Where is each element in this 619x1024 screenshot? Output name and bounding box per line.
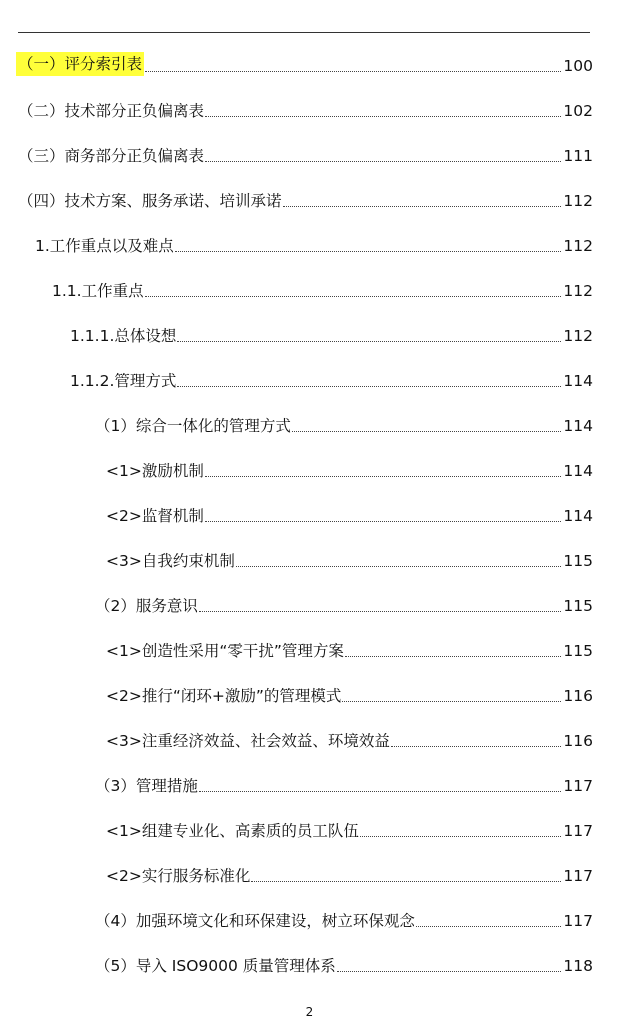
toc-entry-title: <1>组建专业化、高素质的员工队伍 <box>106 822 359 840</box>
toc-entry[interactable] <box>106 813 593 841</box>
toc-entry-page: 112 <box>563 192 593 210</box>
toc-dot-leader <box>177 386 561 387</box>
toc-entry-page: 112 <box>563 282 593 300</box>
toc-entry[interactable] <box>18 93 593 121</box>
toc-dot-leader <box>177 341 561 342</box>
toc-dot-leader <box>360 836 562 837</box>
toc-entry[interactable] <box>106 543 593 571</box>
toc-entry-title: （三）商务部分正负偏离表 <box>18 147 205 165</box>
toc-dot-leader <box>199 611 562 612</box>
toc-entry-title: （二）技术部分正负偏离表 <box>18 102 205 120</box>
toc-entry-page: 116 <box>563 687 593 705</box>
toc-entry[interactable] <box>106 633 593 661</box>
toc-dot-leader <box>337 971 562 972</box>
toc-entry[interactable] <box>106 723 593 751</box>
toc-entry-title: <3>注重经济效益、社会效益、环境效益 <box>106 732 390 750</box>
toc-entry[interactable] <box>106 498 593 526</box>
toc-dot-leader <box>145 71 561 72</box>
toc-entry[interactable] <box>95 903 593 931</box>
toc-entry-page: 112 <box>563 327 593 345</box>
toc-entry-title: <1>创造性采用“零干扰”管理方案 <box>106 642 344 660</box>
toc-entry-title: （1）综合一体化的管理方式 <box>95 417 291 435</box>
toc-entry-page: 117 <box>563 822 593 840</box>
toc-dot-leader <box>416 926 562 927</box>
toc-entry-title: （5）导入 ISO9000 质量管理体系 <box>95 957 336 975</box>
toc-entry-title: <3>自我约束机制 <box>106 552 235 570</box>
toc-dot-leader <box>205 476 562 477</box>
toc-entry-page: 111 <box>563 147 593 165</box>
toc-entry-page: 100 <box>563 57 593 75</box>
toc-entry[interactable] <box>106 858 593 886</box>
toc-entry-page: 114 <box>563 372 593 390</box>
toc-entry[interactable] <box>70 363 593 391</box>
toc-entry-page: 118 <box>563 957 593 975</box>
toc-entry[interactable] <box>95 588 593 616</box>
toc-entry-page: 114 <box>563 507 593 525</box>
toc-dot-leader <box>251 881 561 882</box>
toc-entry-page: 115 <box>563 552 593 570</box>
toc-entry[interactable] <box>70 318 593 346</box>
toc-entry-page: 102 <box>563 102 593 120</box>
toc-dot-leader <box>342 701 561 702</box>
toc-entry-title: （2）服务意识 <box>95 597 198 615</box>
toc-dot-leader <box>236 566 562 567</box>
toc-entry-title: <2>实行服务标准化 <box>106 867 251 885</box>
toc-entry-title: （3）管理措施 <box>95 777 198 795</box>
toc-entry[interactable] <box>18 138 593 166</box>
toc-entry[interactable] <box>106 678 593 706</box>
toc-dot-leader <box>205 521 562 522</box>
toc-entry-title: 1.1.工作重点 <box>52 282 144 300</box>
toc-entry-title: 1.1.1.总体设想 <box>70 327 177 345</box>
toc-entry-title: <2>推行“闭环+激励”的管理模式 <box>106 687 342 705</box>
toc-entry-title: （四）技术方案、服务承诺、培训承诺 <box>18 192 282 210</box>
toc-entry[interactable] <box>18 183 593 211</box>
toc-entry-title: 1.1.2.管理方式 <box>70 372 177 390</box>
toc-entry-page: 117 <box>563 912 593 930</box>
toc-dot-leader <box>345 656 562 657</box>
toc-dot-leader <box>292 431 562 432</box>
toc-dot-leader <box>205 161 561 162</box>
toc-entry[interactable] <box>35 228 593 256</box>
toc-entry-page: 114 <box>563 417 593 435</box>
toc-entry-title: （一）评分索引表 <box>16 52 144 76</box>
page-number: 2 <box>305 1005 314 1019</box>
toc-dot-leader <box>199 791 562 792</box>
toc-entry[interactable] <box>52 273 593 301</box>
toc-entry-title: <2>监督机制 <box>106 507 204 525</box>
toc-entry[interactable] <box>106 453 593 481</box>
toc-entry-title: 1.工作重点以及难点 <box>35 237 174 255</box>
toc-entry-title: （4）加强环境文化和环保建设，树立环保观念 <box>95 912 415 930</box>
toc-dot-leader <box>391 746 562 747</box>
toc-entry[interactable] <box>95 408 593 436</box>
toc-entry-page: 115 <box>563 597 593 615</box>
header-rule <box>18 32 590 33</box>
toc-entry-page: 116 <box>563 732 593 750</box>
toc-entry-page: 112 <box>563 237 593 255</box>
toc-dot-leader <box>145 296 562 297</box>
toc-entry-page: 117 <box>563 867 593 885</box>
toc-dot-leader <box>175 251 562 252</box>
toc-entry[interactable] <box>18 48 593 76</box>
toc-entry-page: 115 <box>563 642 593 660</box>
toc-entry[interactable] <box>95 768 593 796</box>
toc-dot-leader <box>205 116 561 117</box>
toc-entry-title: <1>激励机制 <box>106 462 204 480</box>
toc-dot-leader <box>283 206 562 207</box>
toc-entry[interactable] <box>95 948 593 976</box>
toc-entry-page: 117 <box>563 777 593 795</box>
toc-entry-page: 114 <box>563 462 593 480</box>
